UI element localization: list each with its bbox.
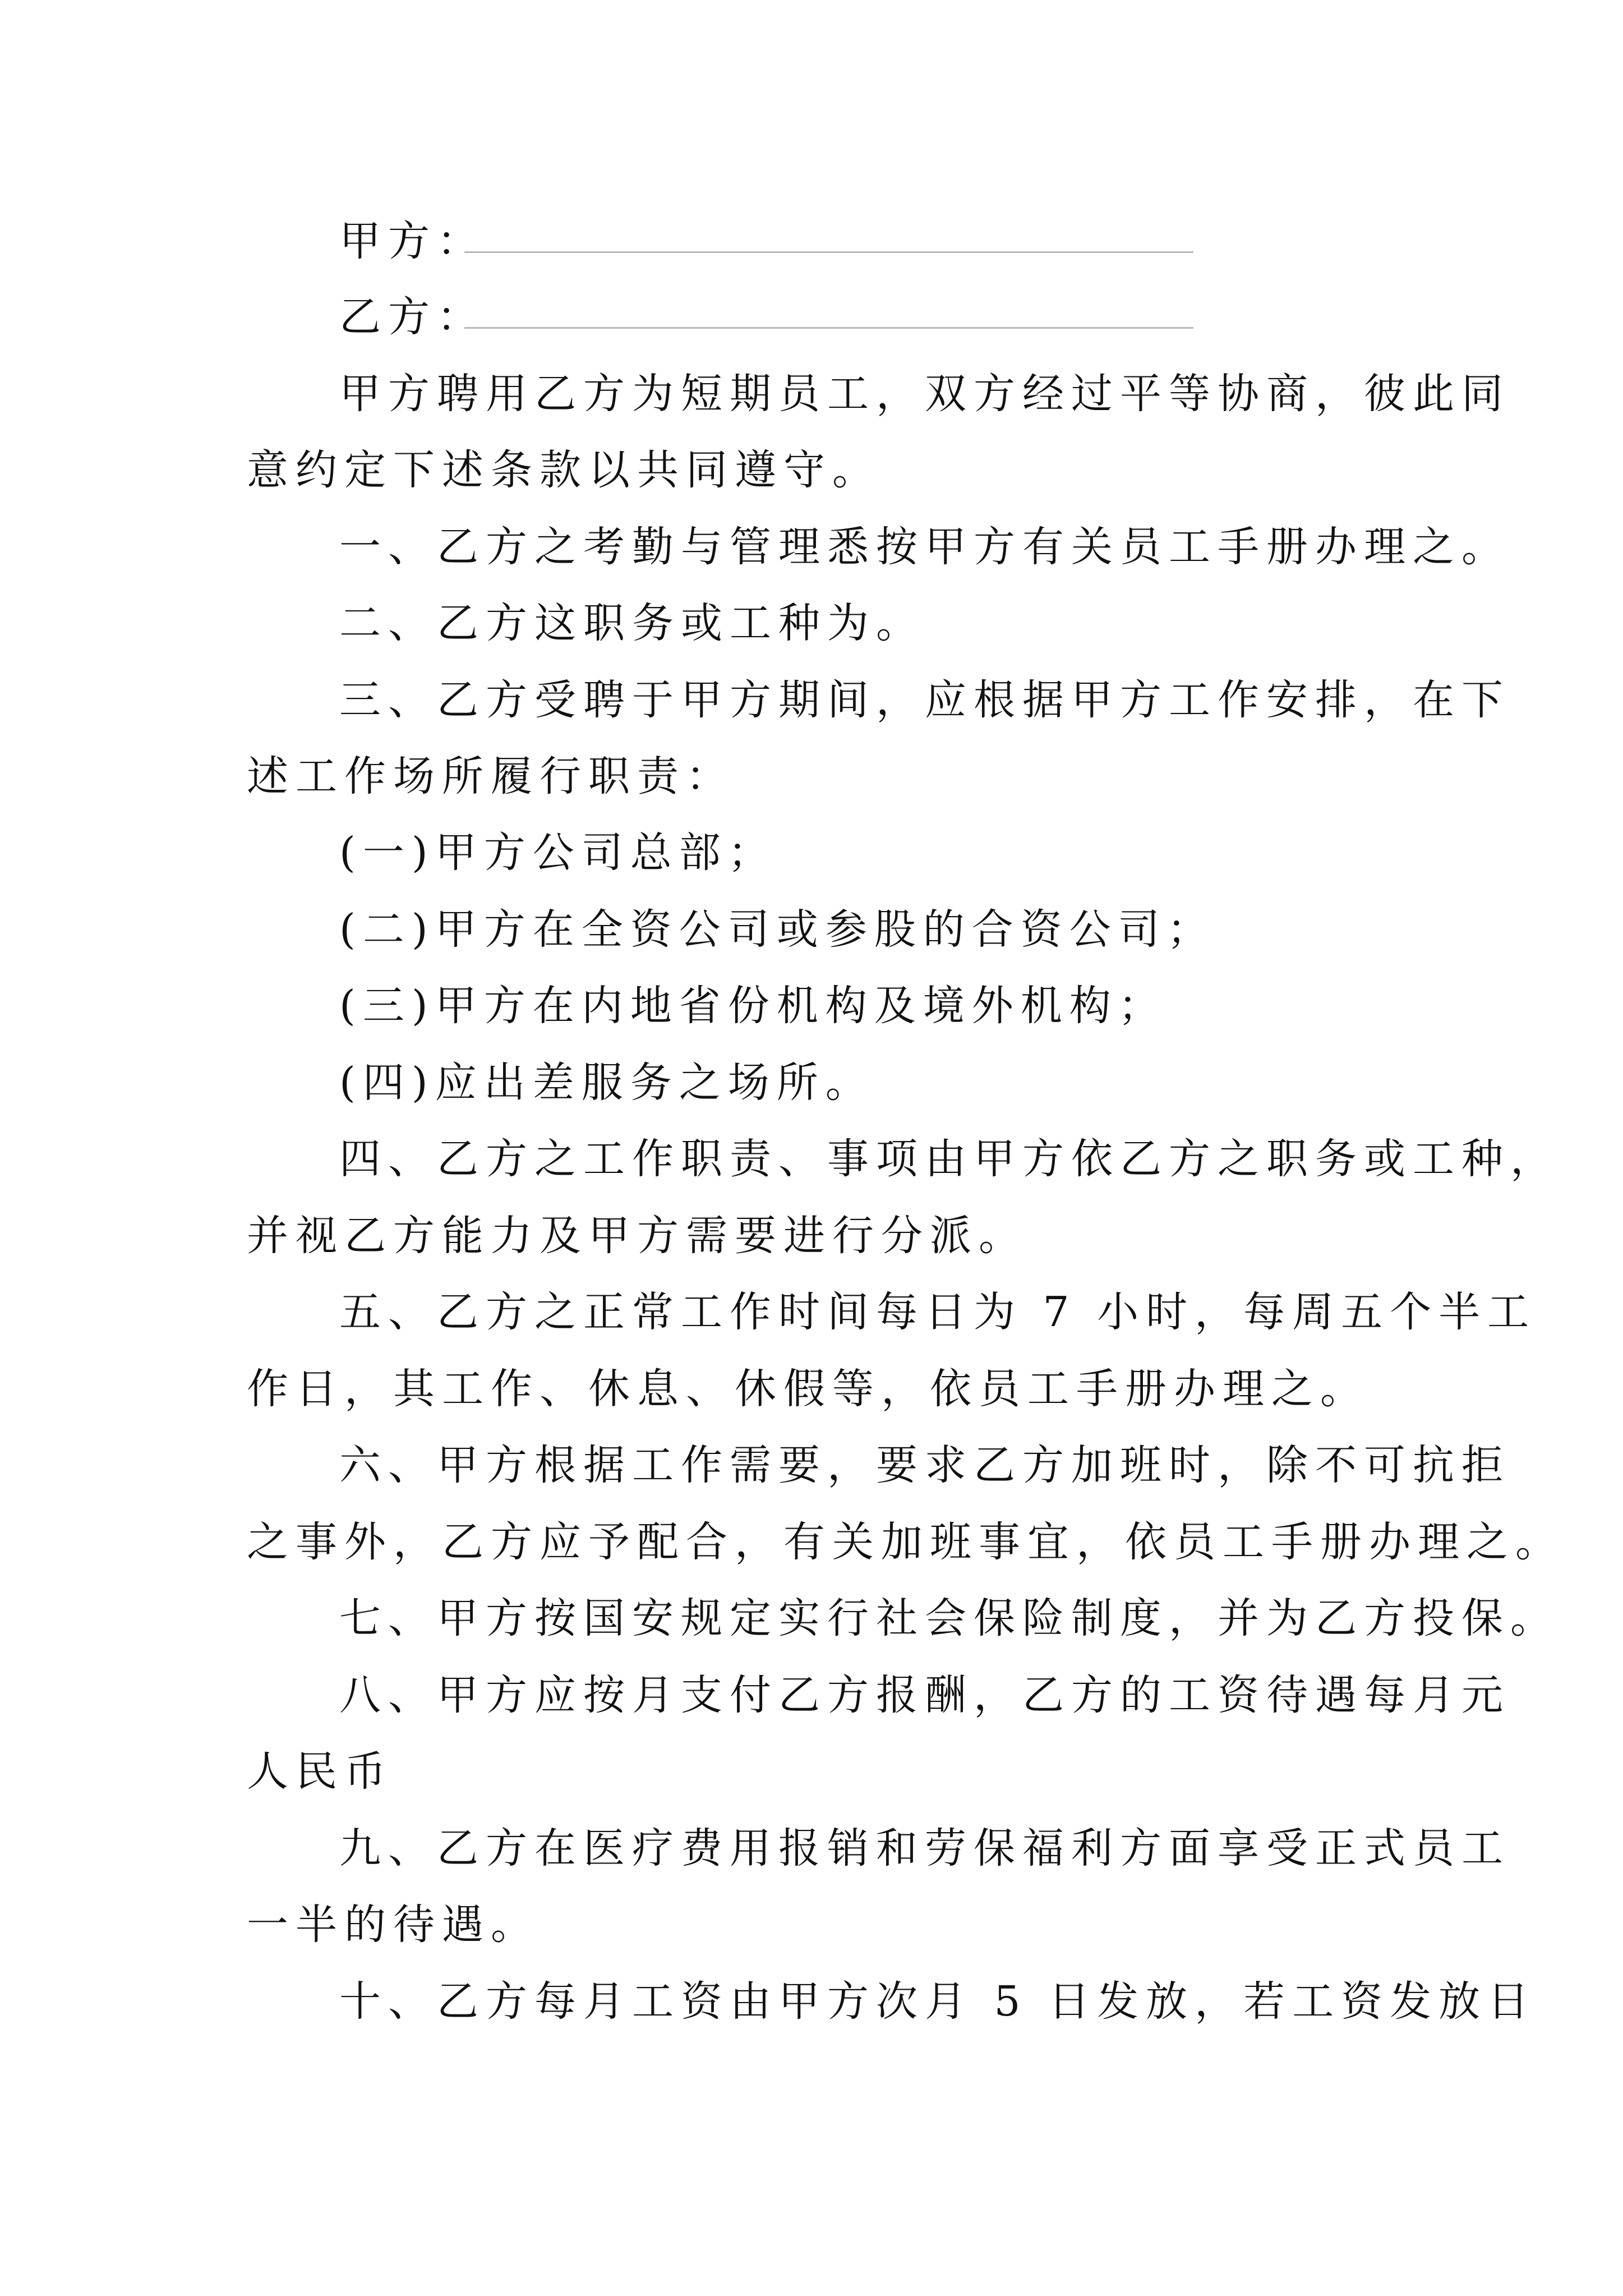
clause-5-line-2: 作日，其工作、休息、休假等，依员工手册办理之。 — [247, 1365, 1369, 1413]
party-b-blank-line — [464, 327, 1193, 329]
clause-2: 二、乙方这职务或工种为。 — [339, 599, 925, 647]
clause-3-line-2: 述工作场所履行职责： — [247, 752, 735, 800]
clause-4-line-2: 并视乙方能力及甲方需要进行分派。 — [247, 1212, 1027, 1260]
clause-1: 一、乙方之考勤与管理悉按甲方有关员工手册办理之。 — [339, 523, 1510, 571]
clause-10-line-1: 十、乙方每月工资由甲方次月 5 日发放，若工资发放日 — [339, 1977, 1537, 2026]
clause-6-line-1: 六、甲方根据工作需要，要求乙方加班时，除不可抗拒 — [339, 1441, 1510, 1489]
party-a-row — [0, 213, 1623, 269]
preamble-line-2: 意约定下述条款以共同遵守。 — [247, 446, 881, 494]
clause-9-line-1: 九、乙方在医疗费用报销和劳保福利方面享受正式员工 — [339, 1824, 1510, 1872]
clause-3-item-4: (四)应出差服务之场所。 — [339, 1059, 874, 1107]
clause-8-line-2: 人民币 — [247, 1747, 393, 1796]
clause-9-line-2: 一半的待遇。 — [247, 1901, 540, 1949]
preamble-line-1: 甲方聘用乙方为短期员工，双方经过平等协商，彼此同 — [339, 370, 1510, 418]
clause-4-line-1: 四、乙方之工作职责、事项由甲方依乙方之职务或工种， — [339, 1135, 1559, 1183]
clause-7: 七、甲方按国安规定实行社会保险制度，并为乙方投保。 — [339, 1594, 1559, 1642]
clause-3-item-3: (三)甲方在内地省份机构及境外机构； — [339, 982, 1167, 1030]
clause-3-item-1: (一)甲方公司总部； — [339, 829, 777, 877]
party-b-label: 乙方： — [339, 293, 486, 341]
party-a-blank-line — [464, 251, 1193, 253]
party-b-row — [0, 289, 1623, 345]
clause-6-line-2: 之事外，乙方应予配合，有关加班事宜，依员工手册办理之。 — [247, 1518, 1564, 1566]
clause-3-line-1: 三、乙方受聘于甲方期间，应根据甲方工作安排，在下 — [339, 676, 1510, 724]
clause-5-line-1: 五、乙方之正常工作时间每日为 7 小时，每周五个半工 — [339, 1288, 1537, 1336]
party-a-label: 甲方： — [339, 217, 486, 265]
clause-3-item-2: (二)甲方在全资公司或参股的合资公司； — [339, 905, 1216, 954]
clause-8-line-1: 八、甲方应按月支付乙方报酬，乙方的工资待遇每月元 — [339, 1671, 1510, 1719]
